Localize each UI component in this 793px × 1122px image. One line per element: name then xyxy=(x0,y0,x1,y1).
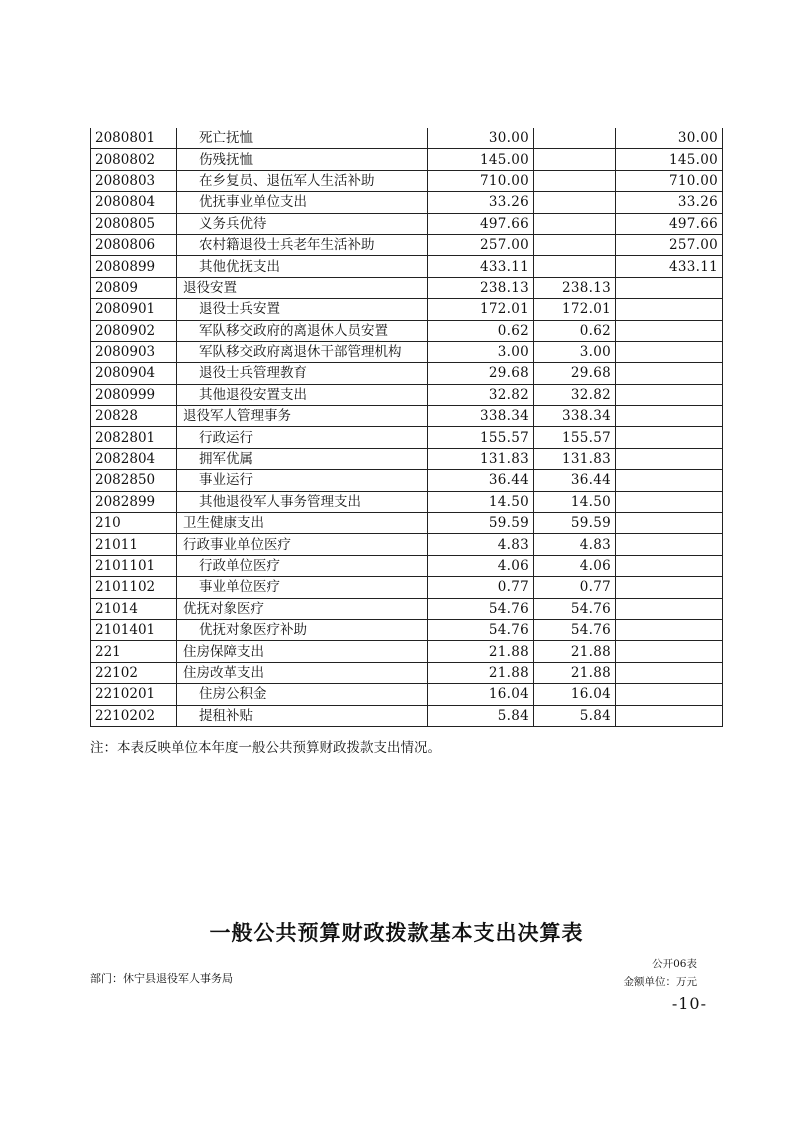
cell-code: 221 xyxy=(91,641,177,662)
cell-basic: 4.06 xyxy=(534,555,616,576)
cell-project: 145.00 xyxy=(616,149,723,170)
cell-name: 优抚对象医疗补助 xyxy=(177,619,428,640)
cell-name: 农村籍退役士兵老年生活补助 xyxy=(177,234,428,255)
cell-basic: 338.34 xyxy=(534,406,616,427)
cell-code: 210 xyxy=(91,513,177,534)
cell-basic: 54.76 xyxy=(534,598,616,619)
table-row xyxy=(91,320,723,341)
cell-project: 30.00 xyxy=(616,128,723,149)
table-row xyxy=(91,128,723,149)
cell-code: 2080802 xyxy=(91,149,177,170)
cell-project xyxy=(616,341,723,362)
cell-project xyxy=(616,470,723,491)
table-row xyxy=(91,577,723,598)
cell-project xyxy=(616,684,723,705)
cell-code: 21014 xyxy=(91,598,177,619)
amount-unit-label: 金额单位：万元 xyxy=(623,976,697,988)
expenditure-table-body xyxy=(91,128,723,726)
table-row xyxy=(91,684,723,705)
cell-project xyxy=(616,534,723,555)
cell-basic xyxy=(534,149,616,170)
cell-name: 军队移交政府的离退休人员安置 xyxy=(177,320,428,341)
cell-basic xyxy=(534,256,616,277)
cell-code: 2082899 xyxy=(91,491,177,512)
cell-total: 5.84 xyxy=(428,705,534,726)
table-row xyxy=(91,277,723,298)
cell-project: 710.00 xyxy=(616,170,723,191)
table-row xyxy=(91,662,723,683)
cell-total: 172.01 xyxy=(428,299,534,320)
cell-code: 2080803 xyxy=(91,170,177,191)
cell-code: 20828 xyxy=(91,406,177,427)
cell-project xyxy=(616,705,723,726)
cell-code: 2082804 xyxy=(91,448,177,469)
cell-project xyxy=(616,406,723,427)
table-row xyxy=(91,555,723,576)
cell-basic: 54.76 xyxy=(534,619,616,640)
cell-name: 优抚对象医疗 xyxy=(177,598,428,619)
table-row xyxy=(91,491,723,512)
cell-basic: 32.82 xyxy=(534,384,616,405)
cell-name: 住房改革支出 xyxy=(177,662,428,683)
cell-name: 其他优抚支出 xyxy=(177,256,428,277)
table-row xyxy=(91,427,723,448)
cell-total: 36.44 xyxy=(428,470,534,491)
cell-basic: 36.44 xyxy=(534,470,616,491)
cell-code: 22102 xyxy=(91,662,177,683)
cell-project: 433.11 xyxy=(616,256,723,277)
table-row xyxy=(91,705,723,726)
cell-basic: 0.77 xyxy=(534,577,616,598)
table-row xyxy=(91,341,723,362)
cell-code: 2080903 xyxy=(91,341,177,362)
cell-total: 14.50 xyxy=(428,491,534,512)
table-row xyxy=(91,384,723,405)
cell-code: 2080901 xyxy=(91,299,177,320)
cell-basic: 16.04 xyxy=(534,684,616,705)
cell-project xyxy=(616,384,723,405)
cell-basic: 5.84 xyxy=(534,705,616,726)
cell-code: 2080806 xyxy=(91,234,177,255)
cell-project xyxy=(616,299,723,320)
cell-code: 2080805 xyxy=(91,213,177,234)
cell-basic: 14.50 xyxy=(534,491,616,512)
cell-basic: 155.57 xyxy=(534,427,616,448)
table-row xyxy=(91,213,723,234)
cell-total: 433.11 xyxy=(428,256,534,277)
cell-name: 卫生健康支出 xyxy=(177,513,428,534)
cell-name: 事业单位医疗 xyxy=(177,577,428,598)
cell-basic: 21.88 xyxy=(534,662,616,683)
cell-project xyxy=(616,577,723,598)
cell-basic xyxy=(534,234,616,255)
cell-total: 238.13 xyxy=(428,277,534,298)
table-row xyxy=(91,234,723,255)
cell-total: 257.00 xyxy=(428,234,534,255)
department-label: 部门：休宁县退役军人事务局 xyxy=(90,972,233,985)
cell-name: 退役军人管理事务 xyxy=(177,406,428,427)
table-row xyxy=(91,299,723,320)
cell-name: 提租补贴 xyxy=(177,705,428,726)
cell-name: 住房保障支出 xyxy=(177,641,428,662)
cell-code: 2082801 xyxy=(91,427,177,448)
cell-total: 3.00 xyxy=(428,341,534,362)
cell-project xyxy=(616,491,723,512)
cell-code: 2101401 xyxy=(91,619,177,640)
cell-code: 21011 xyxy=(91,534,177,555)
table-note: 注：本表反映单位本年度一般公共预算财政拨款支出情况。 xyxy=(90,740,441,756)
cell-basic: 238.13 xyxy=(534,277,616,298)
cell-project: 497.66 xyxy=(616,213,723,234)
cell-project: 257.00 xyxy=(616,234,723,255)
cell-code: 2080801 xyxy=(91,128,177,149)
cell-name: 退役士兵安置 xyxy=(177,299,428,320)
cell-total: 338.34 xyxy=(428,406,534,427)
cell-code: 2210202 xyxy=(91,705,177,726)
cell-project xyxy=(616,427,723,448)
cell-basic xyxy=(534,192,616,213)
cell-code: 2080804 xyxy=(91,192,177,213)
cell-project xyxy=(616,448,723,469)
expenditure-table xyxy=(90,128,723,727)
cell-name: 行政事业单位医疗 xyxy=(177,534,428,555)
cell-project xyxy=(616,320,723,341)
cell-project xyxy=(616,641,723,662)
table-row xyxy=(91,149,723,170)
table-row xyxy=(91,598,723,619)
cell-total: 30.00 xyxy=(428,128,534,149)
table-row xyxy=(91,534,723,555)
cell-total: 497.66 xyxy=(428,213,534,234)
cell-basic: 0.62 xyxy=(534,320,616,341)
cell-name: 事业运行 xyxy=(177,470,428,491)
cell-total: 145.00 xyxy=(428,149,534,170)
cell-total: 33.26 xyxy=(428,192,534,213)
cell-basic: 59.59 xyxy=(534,513,616,534)
expenditure-table-wrapper xyxy=(90,128,722,727)
table-row xyxy=(91,192,723,213)
cell-basic: 21.88 xyxy=(534,641,616,662)
next-table-title: 一般公共预算财政拨款基本支出决算表 xyxy=(209,921,584,945)
cell-total: 32.82 xyxy=(428,384,534,405)
cell-name: 行政运行 xyxy=(177,427,428,448)
page-number: -10- xyxy=(671,994,707,1013)
cell-code: 2082850 xyxy=(91,470,177,491)
cell-project xyxy=(616,363,723,384)
table-row xyxy=(91,641,723,662)
cell-basic: 29.68 xyxy=(534,363,616,384)
cell-basic: 4.83 xyxy=(534,534,616,555)
cell-name: 拥军优属 xyxy=(177,448,428,469)
cell-basic: 3.00 xyxy=(534,341,616,362)
cell-project xyxy=(616,598,723,619)
cell-name: 优抚事业单位支出 xyxy=(177,192,428,213)
cell-name: 义务兵优待 xyxy=(177,213,428,234)
cell-name: 在乡复员、退伍军人生活补助 xyxy=(177,170,428,191)
cell-name: 军队移交政府离退休干部管理机构 xyxy=(177,341,428,362)
cell-name: 其他退役军人事务管理支出 xyxy=(177,491,428,512)
cell-total: 59.59 xyxy=(428,513,534,534)
cell-total: 155.57 xyxy=(428,427,534,448)
cell-basic xyxy=(534,213,616,234)
cell-project xyxy=(616,277,723,298)
cell-name: 住房公积金 xyxy=(177,684,428,705)
cell-total: 54.76 xyxy=(428,619,534,640)
cell-total: 29.68 xyxy=(428,363,534,384)
cell-project xyxy=(616,619,723,640)
cell-basic xyxy=(534,170,616,191)
cell-project xyxy=(616,513,723,534)
cell-basic: 131.83 xyxy=(534,448,616,469)
cell-total: 54.76 xyxy=(428,598,534,619)
cell-name: 死亡抚恤 xyxy=(177,128,428,149)
cell-total: 21.88 xyxy=(428,641,534,662)
cell-code: 20809 xyxy=(91,277,177,298)
table-code: 公开06表 xyxy=(652,958,697,970)
table-row xyxy=(91,513,723,534)
cell-project xyxy=(616,662,723,683)
cell-basic xyxy=(534,128,616,149)
table-row xyxy=(91,470,723,491)
cell-project xyxy=(616,555,723,576)
cell-code: 2080902 xyxy=(91,320,177,341)
cell-name: 伤残抚恤 xyxy=(177,149,428,170)
cell-code: 2101102 xyxy=(91,577,177,598)
cell-code: 2080999 xyxy=(91,384,177,405)
cell-code: 2080899 xyxy=(91,256,177,277)
table-row xyxy=(91,363,723,384)
cell-total: 0.77 xyxy=(428,577,534,598)
cell-basic: 172.01 xyxy=(534,299,616,320)
cell-total: 0.62 xyxy=(428,320,534,341)
table-row xyxy=(91,256,723,277)
cell-total: 16.04 xyxy=(428,684,534,705)
cell-name: 退役安置 xyxy=(177,277,428,298)
table-row xyxy=(91,170,723,191)
cell-total: 4.06 xyxy=(428,555,534,576)
cell-project: 33.26 xyxy=(616,192,723,213)
cell-total: 710.00 xyxy=(428,170,534,191)
table-row xyxy=(91,448,723,469)
cell-code: 2210201 xyxy=(91,684,177,705)
cell-total: 21.88 xyxy=(428,662,534,683)
table-row xyxy=(91,619,723,640)
cell-total: 131.83 xyxy=(428,448,534,469)
cell-total: 4.83 xyxy=(428,534,534,555)
cell-name: 其他退役安置支出 xyxy=(177,384,428,405)
cell-name: 退役士兵管理教育 xyxy=(177,363,428,384)
cell-code: 2101101 xyxy=(91,555,177,576)
cell-name: 行政单位医疗 xyxy=(177,555,428,576)
table-row xyxy=(91,406,723,427)
cell-code: 2080904 xyxy=(91,363,177,384)
